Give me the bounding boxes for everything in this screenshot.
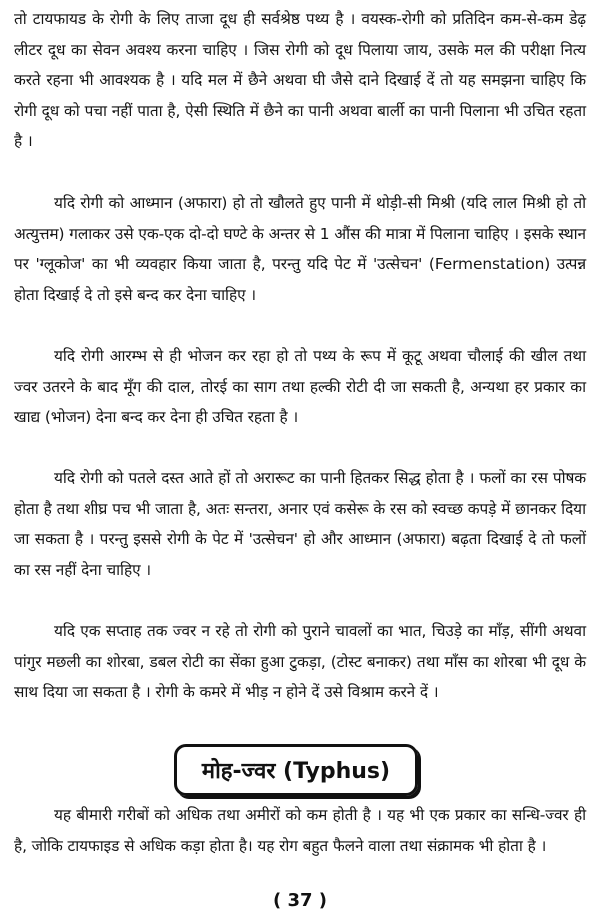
page-number: ( 37 ) [272, 890, 328, 911]
paragraph-milk-diet: तो टायफायड के रोगी के लिए ताजा दूध ही सर्वश्रेष्ठ पथ्य है । वयस्क-रोगी को प्रतिदिन कम-से-कम डेढ़ लीटर दूध का सेवन अवश्य करना चाहिए । जिस रोगी को दूध पिलाया जाय, उसके मल की परीक्षा नित्य करते रहना भी आवश्यक है । यदि मल में छैने अथवा घी जैसे दाने दिखाई दें तो यह समझना चाहिए कि रोगी दूध को पचा नहीं पाता है, ऐसी स्थिति में छैने का पानी अथवा बार्ली का पानी पिलाना भी उचित रहता है । [14, 10, 586, 151]
paragraph-recovery-diet: यदि एक सप्ताह तक ज्वर न रहे तो रोगी को पुराने चावलों का भात, चिउड़े का माँड़, सींगी अथवा पांगुर मछली का शोरबा, डबल रोटी का सेंका हुआ टुकड़ा, (टोस्ट बनाकर) तथा माँस का शोरबा भी दूध के साथ दिया जा सकता है । रोगी के कमरे में भीड़ न होने दें उसे विश्राम करने दें । [14, 622, 586, 702]
paragraph-food-diet: यदि रोगी आरम्भ से ही भोजन कर रहा हो तो पथ्य के रूप में कूटू अथवा चौलाई की खील तथा ज्वर उतरने के बाद मूँग की दाल, तोरई का साग तथा हल्की रोटी दी जा सकती है, अन्यथा हर प्रकार का खाद्य (भोजन) देना बन्द कर देना ही उचित रहता है । [14, 347, 586, 427]
paragraph-diarrhea-fruit-juice: यदि रोगी को पतले दस्त आते हों तो अरारूट का पानी हितकर सिद्ध होता है । फलों का रस पोषक होता है तथा शीघ्र पच भी जाता है, अतः सन्तरा, अनार एवं कसेरू के रस को स्वच्छ कपड़े में छानकर दिया जा सकता है । परन्तु इससे रोगी के पेट में 'उत्सेचन' हो और आध्मान (अफारा) बढ़ता दिखाई दे तो फलों का रस नहीं देना चाहिए । [14, 469, 586, 579]
paragraph-typhus-description: यह बीमारी गरीबों को अधिक तथा अमीरों को कम होती है । यह भी एक प्रकार का सन्धि-ज्वर ही है, जोकि टायफाइड से अधिक कड़ा होता है। यह रोग बहुत फैलने वाला तथा संक्रामक भी होता है । [14, 806, 586, 855]
section-heading-typhus: मोह-ज्वर (Typhus) [174, 744, 418, 796]
paragraph-flatulence: यदि रोगी को आध्मान (अफारा) हो तो खौलते हुए पानी में थोड़ी-सी मिश्री (यदि लाल मिश्री हो तो अत्युत्तम) गलाकर उसे एक-एक दो-दो घण्टे के अन्तर से 1 औंस की मात्रा में पिलाना चाहिए । इसके स्थान पर 'ग्लूकोज' का भी व्यवहार किया जाता है, परन्तु यदि पेट में 'उत्सेचन' (Fermenstation) उत्पन्न होता दिखाई दे तो इसे बन्द कर देना चाहिए । [14, 194, 586, 304]
